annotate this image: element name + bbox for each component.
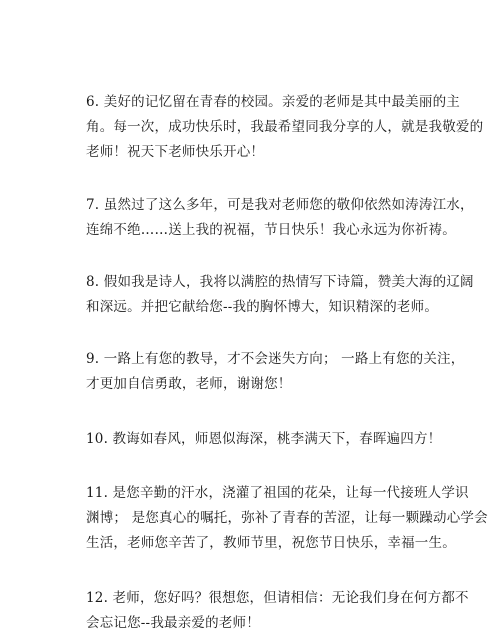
text-line: 连绵不绝……送上我的祝福，节日快乐！我心永远为你祈祷。: [86, 222, 456, 238]
list-item-7: [86, 193, 474, 243]
list-item-6: [86, 90, 484, 165]
list-item-12: [86, 586, 469, 636]
text-line: 10. 教诲如春风，师恩似海深，桃李满天下，春晖遍四方！: [86, 431, 442, 447]
list-item-9: [86, 347, 465, 397]
text-line: 和深远。并把它献给您--我的胸怀博大，知识精深的老师。: [86, 299, 439, 315]
text-line: 11. 是您辛勤的汗水，浇灌了祖国的花朵，让每一代接班人学识: [86, 485, 469, 501]
text-line: 生活，老师您辛苦了，教师节里，祝您节日快乐，幸福一生。: [86, 535, 456, 551]
list-item-11: [86, 481, 488, 556]
text-line: 8. 假如我是诗人，我将以满腔的热情写下诗篇，赞美大海的辽阔: [86, 274, 474, 290]
text-line: 9. 一路上有您的教导，才不会迷失方向； 一路上有您的关注，: [86, 351, 465, 367]
text-line: 老师！祝天下老师快乐开心！: [86, 144, 265, 160]
text-line: 7. 虽然过了这么多年，可是我对老师您的敬仰依然如涛涛江水，: [86, 197, 474, 213]
text-line: 渊博； 是您真心的嘱托，弥补了青春的苦涩，让每一颗躁动心学会: [86, 510, 488, 526]
text-line: 角。每一次，成功快乐时，我最希望同我分享的人，就是我敬爱的: [86, 119, 484, 135]
text-line: 才更加自信勇敢，老师，谢谢您！: [86, 376, 292, 392]
text-line: 12. 老师，您好吗？很想您，但请相信：无论我们身在何方都不: [86, 590, 469, 606]
list-item-8: [86, 270, 474, 320]
text-line: 会忘记您--我最亲爱的老师！: [86, 615, 260, 631]
text-line: 6. 美好的记忆留在青春的校园。亲爱的老师是其中最美丽的主: [86, 94, 460, 110]
list-item-10: [86, 427, 442, 452]
